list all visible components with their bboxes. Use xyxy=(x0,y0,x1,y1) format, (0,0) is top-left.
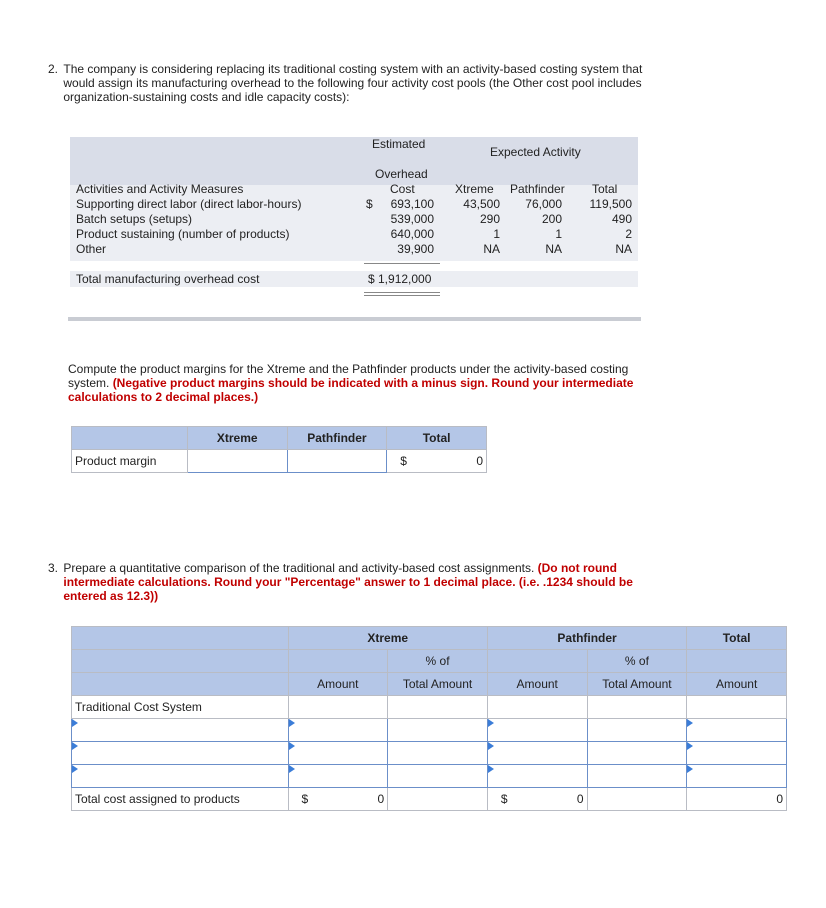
row-pathfinder: 76,000 xyxy=(525,197,562,211)
product-margin-table xyxy=(71,426,487,473)
p-total-value: 0 xyxy=(576,792,584,806)
col-total: Total xyxy=(387,427,487,450)
q3-instruction: (Do not round intermediate calculations. Round your "Percentage" answer to 1 decimal place. (i.e. .1234 should be entered as 12.3)) xyxy=(63,561,633,603)
x-amount-input-2[interactable] xyxy=(288,742,388,765)
question-body xyxy=(63,561,668,603)
row-label-product-margin: Product margin xyxy=(72,450,188,473)
x-total-amount-header: Total Amount xyxy=(388,673,488,696)
subtotal-rule xyxy=(364,263,440,264)
dropdown-flag-icon xyxy=(687,719,693,727)
row-xtreme: 1 xyxy=(493,227,500,241)
row-pathfinder: NA xyxy=(545,242,562,256)
p-pct-input-1[interactable] xyxy=(587,719,687,742)
dropdown-flag-icon xyxy=(289,742,295,750)
x-pct-of: % of xyxy=(388,650,488,673)
group-pathfinder: Pathfinder xyxy=(487,627,686,650)
row-label: Other xyxy=(76,242,107,256)
total-amount-header: Amount xyxy=(687,673,787,696)
comparison-table xyxy=(71,626,787,811)
compute-text: Compute the product margins for the Xtreme and the Pathfinder products under the activity-based costing system. xyxy=(68,362,629,390)
row-xtreme: 290 xyxy=(479,212,500,226)
compute-instructions xyxy=(68,362,653,404)
empty-cell xyxy=(587,696,687,719)
cost-item-select-1[interactable] xyxy=(72,719,289,742)
p-total-cell xyxy=(487,788,587,811)
row-pathfinder: 200 xyxy=(541,212,562,226)
total-dollar: $ xyxy=(400,454,407,468)
row-cost: 693,100 xyxy=(390,197,434,211)
row-xtreme: 43,500 xyxy=(463,197,500,211)
activity-cost-table xyxy=(70,137,638,297)
p-total-amount-header: Total Amount xyxy=(587,673,687,696)
group-xtreme: Xtreme xyxy=(288,627,487,650)
q3-text: Prepare a quantitative comparison of the traditional and activity-based cost assignments. xyxy=(63,561,535,575)
head-overhead: Overhead xyxy=(375,167,428,181)
row-cost: 640,000 xyxy=(390,227,434,241)
question-body: The company is considering replacing its traditional costing system with an activity-based costing system that would assign its manufacturing overhead to the following four activity cost pools (the Other cost pool includes organization-sustaining costs and idle capacity costs): xyxy=(63,62,643,104)
group-total: Total xyxy=(687,627,787,650)
head-activities: Activities and Activity Measures xyxy=(76,182,244,196)
dropdown-flag-icon xyxy=(687,765,693,773)
x-amount-input-1[interactable] xyxy=(288,719,388,742)
row-label-total-cost: Total cost assigned to products xyxy=(72,788,289,811)
double-rule-2 xyxy=(364,295,440,296)
p-amount-input-3[interactable] xyxy=(487,765,587,788)
head-cost: Cost xyxy=(390,182,415,196)
dropdown-flag-icon xyxy=(289,719,295,727)
blank-header xyxy=(72,627,289,650)
x-total-dollar: $ xyxy=(301,792,309,806)
question-number: 3. xyxy=(48,561,59,575)
row-label-traditional: Traditional Cost System xyxy=(72,696,289,719)
head-estimated: Estimated xyxy=(372,137,426,151)
dropdown-flag-icon xyxy=(72,742,78,750)
blank-header xyxy=(487,650,587,673)
question-2-text xyxy=(48,62,668,104)
dropdown-flag-icon xyxy=(72,765,78,773)
dropdown-flag-icon xyxy=(488,742,494,750)
cost-item-select-3[interactable] xyxy=(72,765,289,788)
double-rule-1 xyxy=(364,292,440,293)
p-amount-input-1[interactable] xyxy=(487,719,587,742)
blank-header xyxy=(72,427,188,450)
empty-cell xyxy=(388,788,488,811)
head-xtreme: Xtreme xyxy=(455,182,494,196)
x-amount-input-3[interactable] xyxy=(288,765,388,788)
total-margin-cell xyxy=(387,450,487,473)
cost-item-select-2[interactable] xyxy=(72,742,289,765)
dropdown-flag-icon xyxy=(72,719,78,727)
x-total-cell xyxy=(288,788,388,811)
row-cost: 539,000 xyxy=(390,212,434,226)
total-value: $ 1,912,000 xyxy=(368,272,432,286)
row-total: 2 xyxy=(625,227,632,241)
row-xtreme: NA xyxy=(483,242,500,256)
question-3-text xyxy=(48,561,688,603)
x-pct-input-2[interactable] xyxy=(388,742,488,765)
compute-instruction: (Negative product margins should be indicated with a minus sign. Round your intermediate calculations to 2 decimal places.) xyxy=(68,376,634,404)
blank-header xyxy=(72,650,289,673)
row-total: 490 xyxy=(611,212,632,226)
empty-cell xyxy=(587,788,687,811)
question-number: 2. xyxy=(48,62,59,76)
row-pathfinder: 1 xyxy=(555,227,562,241)
p-amount-header: Amount xyxy=(487,673,587,696)
x-pct-input-3[interactable] xyxy=(388,765,488,788)
empty-cell xyxy=(487,696,587,719)
total-label: Total manufacturing overhead cost xyxy=(76,272,260,286)
dropdown-flag-icon xyxy=(488,719,494,727)
section-divider xyxy=(68,317,641,321)
col-pathfinder: Pathfinder xyxy=(287,427,387,450)
dropdown-flag-icon xyxy=(289,765,295,773)
row-total: NA xyxy=(615,242,632,256)
total-amount-input-2[interactable] xyxy=(687,742,787,765)
row-label: Batch setups (setups) xyxy=(76,212,193,226)
total-amount-input-1[interactable] xyxy=(687,719,787,742)
head-pathfinder: Pathfinder xyxy=(510,182,565,196)
grand-total-value: 0 xyxy=(776,792,783,806)
grand-total-cell xyxy=(687,788,787,811)
xtreme-margin-input[interactable] xyxy=(187,450,287,473)
dropdown-flag-icon xyxy=(687,742,693,750)
x-amount-header: Amount xyxy=(288,673,388,696)
x-total-value: 0 xyxy=(377,792,385,806)
row-label: Product sustaining (number of products) xyxy=(76,227,290,241)
x-pct-input-1[interactable] xyxy=(388,719,488,742)
empty-cell xyxy=(388,696,488,719)
blank-header xyxy=(687,650,787,673)
p-pct-of: % of xyxy=(587,650,687,673)
dropdown-flag-icon xyxy=(488,765,494,773)
row-cost: 39,900 xyxy=(397,242,434,256)
p-pct-input-3[interactable] xyxy=(587,765,687,788)
empty-cell xyxy=(288,696,388,719)
pathfinder-margin-input[interactable] xyxy=(287,450,387,473)
p-total-dollar: $ xyxy=(500,792,508,806)
total-margin-value: 0 xyxy=(476,454,483,468)
blank-header xyxy=(72,673,289,696)
row-total: 119,500 xyxy=(589,197,632,211)
col-xtreme: Xtreme xyxy=(187,427,287,450)
row-label: Supporting direct labor (direct labor-hours) xyxy=(76,197,302,211)
empty-cell xyxy=(687,696,787,719)
total-amount-input-3[interactable] xyxy=(687,765,787,788)
head-expected-activity: Expected Activity xyxy=(490,145,581,159)
blank-header xyxy=(288,650,388,673)
p-amount-input-2[interactable] xyxy=(487,742,587,765)
p-pct-input-2[interactable] xyxy=(587,742,687,765)
head-total: Total xyxy=(592,182,618,196)
row-dollar: $ xyxy=(366,197,373,211)
